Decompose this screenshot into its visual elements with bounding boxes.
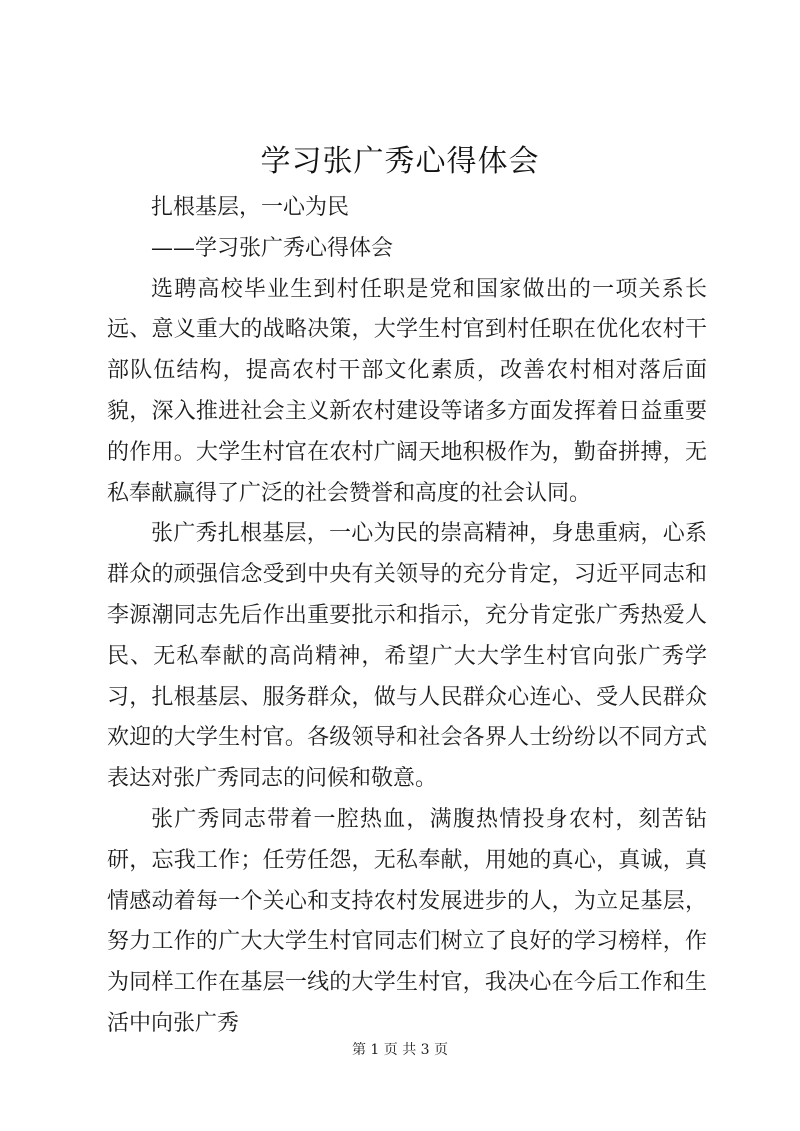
- body-paragraph: 选聘高校毕业生到村任职是党和国家做出的一项关系长远、意义重大的战略决策，大学生村官到村任职在优化农村干部队伍结构，提高农村干部文化素质，改善农村相对落后面貌，深入推进社会主义新农村建设等诸多方面发挥着日益重要的作用。大学生村官在农村广阔天地积极作为，勤奋拼搏，无私奉献赢得了广泛的社会赞誉和高度的社会认同。: [107, 276, 707, 506]
- body-paragraph: 张广秀扎根基层，一心为民的崇高精神，身患重病，心系群众的顽强信念受到中央有关领导的充分肯定，习近平同志和李源潮同志先后作出重要批示和指示，充分肯定张广秀热爱人民、无私奉献的高尚精神，希望广大大学生村官向张广秀学习，扎根基层、服务群众，做与人民群众心连心、受人民群众欢迎的大学生村官。各级领导和社会各界人士纷纷以不同方式表达对张广秀同志的问候和敬意。: [107, 521, 707, 792]
- subtitle-line: 扎根基层，一心为民: [151, 195, 350, 220]
- page-number-footer: 第 1 页 共 3 页: [351, 1042, 449, 1058]
- document-title: 学习张广秀心得体会: [260, 144, 540, 179]
- subtitle-dash-line: ——学习张广秀心得体会: [151, 235, 394, 261]
- body-paragraph: 张广秀同志带着一腔热血，满腹热情投身农村，刻苦钻研，忘我工作；任劳任怨，无私奉献，用她的真心，真诚，真情感动着每一个关心和支持农村发展进步的人，为立足基层，努力工作的广大大学生村官同志们树立了良好的学习榜样，作为同样工作在基层一线的大学生村官，我决心在今后工作和生活中向张广秀: [107, 806, 707, 1036]
- document-body: [107, 188, 707, 1045]
